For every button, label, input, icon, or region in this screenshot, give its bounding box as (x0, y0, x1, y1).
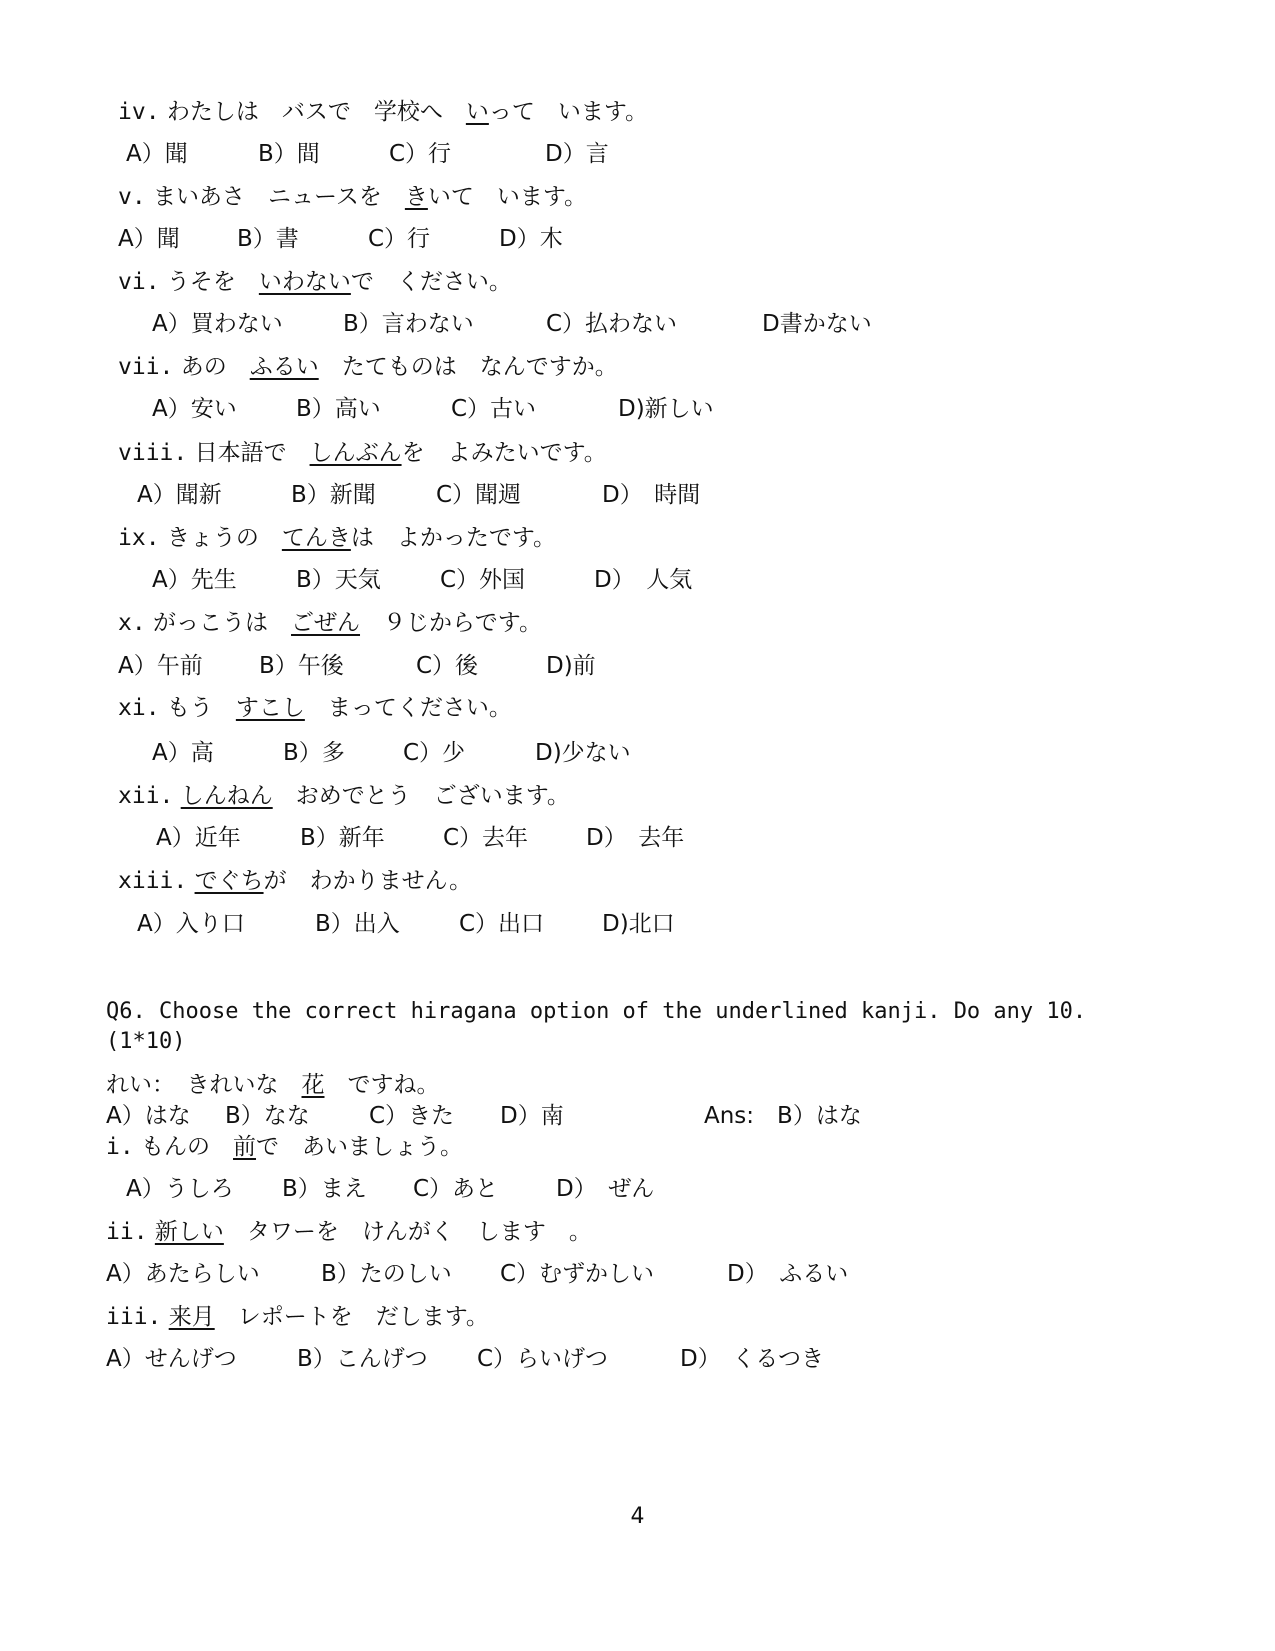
option-b-text: B）書 (237, 226, 299, 252)
option-d (602, 480, 700, 510)
option-d (546, 651, 596, 681)
option-c-text: C）払わない (546, 311, 678, 337)
underlined-word: しんぶん (309, 440, 402, 466)
question-text: もう (166, 695, 236, 721)
option-a-text: A）午前 (118, 653, 203, 679)
option-c (403, 738, 465, 768)
option-c (436, 480, 521, 510)
option-b-text: B）間 (258, 141, 320, 167)
option-a-text: A）高 (152, 740, 214, 766)
option-c (368, 224, 430, 254)
option-c (546, 309, 677, 339)
underlined-word: 花 (301, 1072, 325, 1098)
question-number: i. (106, 1134, 134, 1160)
question-ii (106, 1217, 592, 1247)
question-text: がっこうは (153, 610, 292, 636)
option-a-text: A）先生 (152, 567, 237, 593)
option-c (440, 565, 525, 595)
option-d (762, 309, 872, 339)
option-c-text: C）聞週 (436, 482, 522, 508)
option-b-text: B）午後 (259, 653, 344, 679)
question-xiii (118, 866, 472, 896)
option-b (283, 738, 345, 768)
option-b-text: B）言わない (343, 311, 474, 337)
option-b (291, 480, 376, 510)
question-number: v. (118, 184, 146, 210)
option-a (106, 1344, 237, 1374)
option-d (680, 1344, 824, 1374)
option-b (259, 651, 344, 681)
option-d-text: D） ぜん (556, 1176, 655, 1202)
option-b (237, 224, 299, 254)
option-c-text: C）外国 (440, 567, 526, 593)
option-c-text: C）出口 (459, 911, 545, 937)
question-text: まってください。 (304, 695, 512, 721)
question-text: で あいましょう。 (256, 1134, 464, 1160)
underlined-word: でぐち (194, 868, 264, 894)
option-d-text: D書かない (762, 311, 872, 337)
question-number: iii. (106, 1304, 162, 1330)
option-c-text: C）らいげつ (477, 1346, 609, 1372)
page-number: 4 (630, 1504, 645, 1529)
option-a (106, 1101, 191, 1131)
option-d (618, 394, 714, 424)
option-d-text: D)北口 (602, 911, 675, 937)
option-a (152, 309, 283, 339)
question-text: は よかったです。 (350, 525, 557, 551)
option-a (118, 651, 203, 681)
option-c (389, 139, 451, 169)
question-text: が わかりません。 (263, 868, 472, 894)
underlined-word: き (404, 184, 428, 210)
question-xii (118, 781, 570, 811)
question-text: れい： きれいな (106, 1072, 302, 1098)
question-number: iv. (118, 99, 160, 125)
underlined-word: 前 (233, 1134, 257, 1160)
question-text: うそを (166, 269, 259, 295)
option-d-text: D)少ない (535, 740, 631, 766)
question-number: ix. (118, 525, 160, 551)
underlined-word: い (465, 99, 489, 125)
option-d-text: D）言 (545, 141, 609, 167)
option-a-text: A）あたらしい (106, 1261, 260, 1287)
example-answer (704, 1101, 862, 1131)
question-number: xi. (118, 695, 160, 721)
option-c (413, 1174, 498, 1204)
question-text: わたしは バスで 学校へ (166, 99, 466, 125)
option-c-text: C）あと (413, 1176, 499, 1202)
question-text: たてものは なんですか。 (318, 354, 618, 380)
option-c-text: C）行 (368, 226, 431, 252)
option-d (556, 1174, 654, 1204)
option-a-text: A）買わない (152, 311, 283, 337)
option-d (586, 823, 684, 853)
option-d (602, 909, 675, 939)
question-number: xii. (118, 783, 174, 809)
option-c (369, 1101, 454, 1131)
question-text: もんの (141, 1134, 234, 1160)
option-c (500, 1259, 654, 1289)
question-text: レポートを だします。 (214, 1304, 489, 1330)
option-c-text: C）きた (369, 1103, 455, 1129)
option-d-text: D） ふるい (727, 1261, 849, 1287)
option-b (297, 1344, 428, 1374)
option-d-text: D）木 (499, 226, 563, 252)
question-number: x. (118, 610, 146, 636)
option-d-text: D)新しい (618, 396, 714, 422)
option-b (300, 823, 385, 853)
option-b (225, 1101, 310, 1131)
option-d-text: D） 去年 (586, 825, 685, 851)
option-a-text: A）入り口 (137, 911, 245, 937)
question-number: ii. (106, 1219, 148, 1245)
underlined-word: 来月 (168, 1304, 215, 1330)
underlined-word: しんねん (180, 783, 273, 809)
option-a: A）聞 (126, 141, 188, 167)
option-a (152, 394, 237, 424)
option-b-text: B）天気 (296, 567, 381, 593)
underlined-word: すこし (235, 695, 305, 721)
option-d (594, 565, 692, 595)
question-number: viii. (118, 440, 188, 466)
question-text: タワーを けんがく します 。 (223, 1219, 592, 1245)
option-a (126, 1174, 234, 1204)
option-c-text: C）後 (416, 653, 479, 679)
option-a (156, 823, 241, 853)
option-a-text: A）聞 (118, 226, 180, 252)
q6-title: Q6. Choose the correct hiragana option of the underlined kanji. Do any 10. (106, 999, 1087, 1024)
option-d-text: D） 時間 (602, 482, 701, 508)
option-c (443, 823, 528, 853)
option-b-text: B）たのしい (321, 1261, 452, 1287)
options-iv (126, 139, 188, 169)
question-text: あの (180, 354, 250, 380)
question-number: vii. (118, 354, 174, 380)
question-viii (118, 438, 607, 468)
option-b (315, 909, 400, 939)
underlined-word: ふるい (249, 354, 319, 380)
option-d-text: D） くるつき (680, 1346, 824, 1372)
option-b (321, 1259, 452, 1289)
option-a (137, 909, 245, 939)
option-a (137, 480, 222, 510)
question-vi (118, 267, 512, 297)
question-x (118, 608, 542, 638)
option-b (296, 394, 381, 424)
question-text: ９じからです。 (360, 610, 542, 636)
option-c (459, 909, 544, 939)
option-a-text: A）せんげつ (106, 1346, 237, 1372)
underlined-word: ごぜん (291, 610, 361, 636)
option-d-text: D）南 (500, 1103, 564, 1129)
question-text: いて います。 (427, 184, 588, 210)
question-text: を よみたいです。 (401, 440, 607, 466)
underlined-word: 新しい (154, 1219, 224, 1245)
option-c (477, 1344, 608, 1374)
question-vii (118, 352, 618, 382)
question-v (118, 182, 587, 212)
example-question (106, 1070, 440, 1100)
option-a (152, 565, 237, 595)
question-iv (118, 97, 648, 127)
question-text: 日本語で (194, 440, 310, 466)
option-a-text: A）はな (106, 1103, 191, 1129)
option-b (343, 309, 474, 339)
option-a-text: A）聞新 (137, 482, 222, 508)
q6-marks: (1*10) (106, 1029, 186, 1054)
underlined-word: いわない (258, 269, 351, 295)
option-a (106, 1259, 260, 1289)
option-b-text: B）高い (296, 396, 381, 422)
question-number: xiii. (118, 868, 188, 894)
option-d (727, 1259, 848, 1289)
option-b-text: B）新年 (300, 825, 385, 851)
option-d-text: D） 人気 (594, 567, 693, 593)
option-c (416, 651, 478, 681)
option-d (535, 738, 631, 768)
question-text: で ください。 (350, 269, 512, 295)
question-ix (118, 523, 556, 553)
option-b-text: B）こんげつ (297, 1346, 428, 1372)
option-b (296, 565, 381, 595)
question-text: おめでとう ございます。 (272, 783, 570, 809)
option-d (499, 224, 563, 254)
option-d-text: D)前 (546, 653, 596, 679)
option-a (118, 224, 180, 254)
option-c-text: C）むずかしい (500, 1261, 655, 1287)
option-b (258, 139, 320, 169)
option-d (500, 1101, 564, 1131)
option-c (451, 394, 536, 424)
question-iii (106, 1302, 489, 1332)
option-c-text: C）行 (389, 141, 452, 167)
option-b-text: B）まえ (282, 1176, 367, 1202)
option-a-text: A）うしろ (126, 1176, 234, 1202)
option-c-text: C）少 (403, 740, 466, 766)
option-c-text: C）去年 (443, 825, 529, 851)
option-a (152, 738, 214, 768)
question-xi (118, 693, 512, 723)
option-b-text: B）なな (225, 1103, 310, 1129)
option-c-text: C）古い (451, 396, 537, 422)
option-b-text: B）出入 (315, 911, 400, 937)
question-text: まいあさ ニュースを (153, 184, 405, 210)
question-text: きょうの (166, 525, 282, 551)
option-b-text: B）新聞 (291, 482, 376, 508)
question-text: って います。 (488, 99, 649, 125)
answer-text: Ans: B）はな (704, 1103, 862, 1129)
option-d (545, 139, 609, 169)
question-number: vi. (118, 269, 160, 295)
option-a-text: A）近年 (156, 825, 241, 851)
option-a-text: A）安い (152, 396, 237, 422)
option-b-text: B）多 (283, 740, 345, 766)
underlined-word: てんき (281, 525, 351, 551)
question-text: ですね。 (324, 1072, 440, 1098)
question-i (106, 1132, 463, 1162)
option-b (282, 1174, 367, 1204)
